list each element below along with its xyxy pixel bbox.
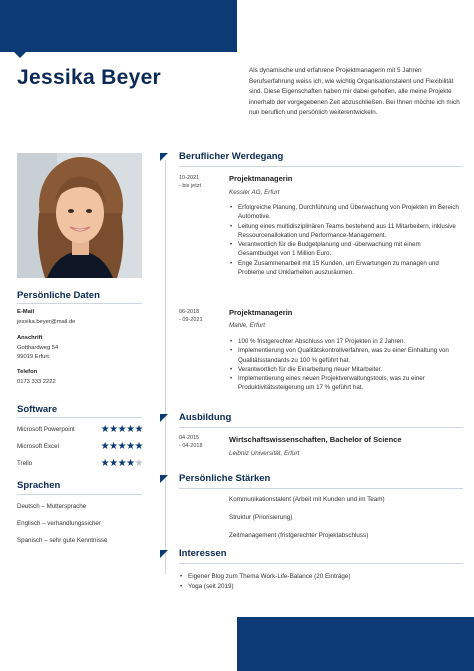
job-bullet: • Verantwortlich für die Einarbeitung neuer Mitarbeiter. <box>229 365 461 374</box>
corner-marker-icon <box>160 414 168 422</box>
software-name: Microsoft Excel <box>17 443 59 450</box>
job-bullet: • Implementierung von Qualitätskontrollverfahren, was zu einer Einhaltung von Qualitätsstandards zu 100 % geführt hat. <box>229 346 461 365</box>
address-line1: Gotthardweg 54 <box>17 345 59 351</box>
job-company: Mahle, Erfurt <box>229 322 266 329</box>
job-title: Projektmanagerin <box>229 174 293 183</box>
language-item: Englisch – verhandlungssicher <box>17 520 101 527</box>
software-name: Trello <box>17 460 33 467</box>
rating-stars-icon: ★★★★★ <box>100 458 143 469</box>
timeline-line <box>165 160 166 574</box>
software-item <box>17 426 143 433</box>
education-date-start: 04-2015 <box>179 435 200 441</box>
job-company: Kessler AG, Erfurt <box>229 189 280 196</box>
phone-value[interactable]: 0173 333 2222 <box>17 379 56 385</box>
address-line2: 99019 Erfurt <box>17 354 49 360</box>
email-value[interactable]: jessika.beyer@mail.de <box>17 319 76 325</box>
strengths-divider <box>179 488 463 489</box>
experience-heading: Beruflicher Werdegang <box>179 151 284 162</box>
interests-heading: Interessen <box>179 548 227 559</box>
candidate-name: Jessika Beyer <box>17 66 162 89</box>
education-degree: Wirtschaftswissenschaften, Bachelor of Science <box>229 435 402 444</box>
education-date <box>179 434 203 450</box>
interest-item: • Yoga (seit 2019) <box>179 582 419 592</box>
phone-label: Telefon <box>17 369 38 375</box>
interest-item: • Eigener Blog zum Thema Work-Life-Balance (20 Einträge) <box>179 572 419 582</box>
strengths-heading: Persönliche Stärken <box>179 473 271 484</box>
job-date-start: 06-2018 <box>179 309 200 315</box>
bottom-banner <box>237 617 474 671</box>
job-bullet: • Enge Zusammenarbeit mit 15 Kunden, um Erwartungen zu managen und Probleme und Unklarheiten auszuräumen. <box>229 259 461 278</box>
language-item: Spanisch – sehr gute Kenntnisse <box>17 537 108 544</box>
job-bullets <box>229 337 461 393</box>
job-date-end: - 09-2021 <box>179 317 203 323</box>
job-bullets <box>229 203 461 277</box>
rating-stars-icon: ★★★★★ <box>100 424 143 435</box>
job-date <box>179 174 201 190</box>
software-item <box>17 460 143 467</box>
personal-data-divider <box>17 303 142 304</box>
top-banner-notch <box>14 52 26 58</box>
profile-summary: Als dynamische und erfahrene Projektmanagerin mit 5 Jahren Berufserfahrung weiss ich, wie wichtig Organisationstalent und Flexibilität sind. Diese Eigenschaften haben mir dabei geholfen, alle meine Projekte innerhalb der vorgegebenen Zeit abzuschließen. Bei Ihnen möchte ich mich nun beruflich und persönlich weiterentwickeln. <box>249 67 460 116</box>
education-school: Leibniz Universität, Erfurt <box>229 450 300 457</box>
profile-photo <box>17 153 142 278</box>
personal-data-heading: Persönliche Daten <box>17 290 100 301</box>
software-heading: Software <box>17 404 58 415</box>
education-date-end: - 04-2018 <box>179 443 203 449</box>
language-item: Deutsch – Muttersprache <box>17 503 87 510</box>
corner-marker-icon <box>160 475 168 483</box>
education-divider <box>179 427 463 428</box>
strength-item: Kommunikationstalent (Arbeit mit Kunden und im Team) <box>229 496 385 503</box>
languages-heading: Sprachen <box>17 480 61 491</box>
address-label: Anschrift <box>17 335 43 341</box>
job-bullet: • 100 % fristgerechter Abschluss von 17 Projekten in 2 Jahren. <box>229 337 461 346</box>
languages-divider <box>17 494 142 495</box>
email-label: E-Mail <box>17 309 35 315</box>
job-bullet: • Implementierung eines neuen Projektverwaltungstools, was zu einer Produktivitätssteigerung um 17 % geführt hat. <box>229 374 461 393</box>
top-banner <box>0 0 237 52</box>
job-date-end: - bis jetzt <box>179 183 202 189</box>
corner-marker-icon <box>160 550 168 558</box>
job-date <box>179 308 203 324</box>
job-title: Projektmanagerin <box>229 308 293 317</box>
interests-divider <box>179 563 463 564</box>
job-date-start: 10-2021 <box>179 175 200 181</box>
software-divider <box>17 417 142 418</box>
interests-list <box>179 572 419 591</box>
job-bullet: • Erfolgreiche Planung, Durchführung und Überwachung von Projekten im Bereich Automotive. <box>229 203 461 222</box>
rating-stars-icon: ★★★★★ <box>100 441 143 452</box>
strength-item: Zeitmanagement (fristgerechter Projektabschluss) <box>229 532 369 539</box>
strength-item: Struktur (Priorisierung) <box>229 514 293 521</box>
software-item <box>17 443 143 450</box>
corner-marker-icon <box>160 153 168 161</box>
job-bullet: • Verantwortlich für die Budgetplanung und -überwachung mit einem Gesamtbudget von 1 Million Euro. <box>229 240 461 259</box>
job-bullet: • Leitung eines multidisziplinären Teams bestehend aus 11 Mitarbeitern, inklusive Ressourcenallokation und Performance-Management. <box>229 222 461 241</box>
experience-divider <box>179 166 463 167</box>
education-heading: Ausbildung <box>179 412 232 423</box>
software-name: Microsoft Powerpoint <box>17 426 75 433</box>
